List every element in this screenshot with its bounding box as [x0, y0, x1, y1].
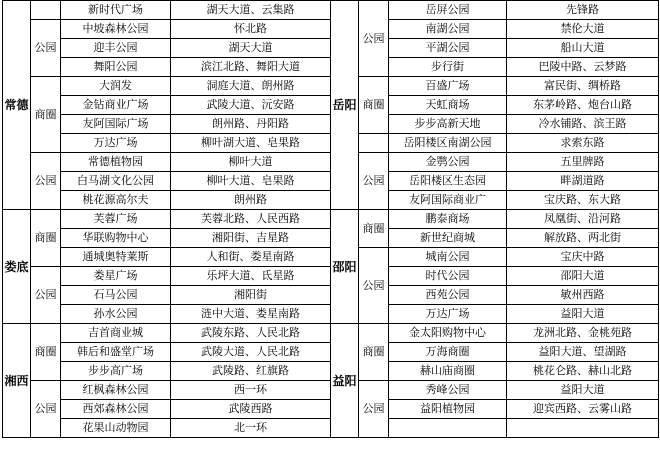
- left-place-address: 武陵大道、人民北路: [171, 343, 331, 362]
- right-place-address: 宝庆中路: [507, 248, 659, 267]
- left-place-name: 步步高广场: [61, 362, 171, 381]
- left-place-name: 孙水公园: [61, 305, 171, 324]
- left-category-label: [31, 1, 61, 20]
- left-place-name: 通城奥特莱斯: [61, 248, 171, 267]
- right-region-label: 益阳: [331, 324, 359, 438]
- left-place-name: 新时代广场: [61, 1, 171, 20]
- right-place-address: 益阳大道: [507, 305, 659, 324]
- left-region-label: 娄底: [3, 210, 31, 324]
- right-place-address: [507, 419, 659, 438]
- right-place-address: 迎宾西路、云雾山路: [507, 400, 659, 419]
- table-row: [3, 1, 659, 20]
- left-place-address: 洞庭大道、朗州路: [171, 77, 331, 96]
- right-region-label: 岳阳: [331, 1, 359, 210]
- right-place-address: 五里牌路: [507, 153, 659, 172]
- left-place-name: 大润发: [61, 77, 171, 96]
- right-place-name: 步行街: [389, 58, 507, 77]
- right-place-address: 邵阳大道: [507, 267, 659, 286]
- left-place-name: 娄星广场: [61, 267, 171, 286]
- right-category-label: 商圈: [359, 210, 389, 248]
- right-place-name: 赫山庙商圈: [389, 362, 507, 381]
- left-category-label: 商圈: [31, 77, 61, 153]
- left-region-label: 湘西: [3, 324, 31, 438]
- left-place-name: 迎丰公园: [61, 39, 171, 58]
- right-place-name: 秀峰公园: [389, 381, 507, 400]
- right-place-address: 凤凰街、沿河路: [507, 210, 659, 229]
- right-place-name: 天虹商场: [389, 96, 507, 115]
- right-place-address: 东茅岭路、炮台山路: [507, 96, 659, 115]
- left-place-address: 武陵大道、沅安路: [171, 96, 331, 115]
- right-category-label: 商圈: [359, 324, 389, 381]
- left-place-name: 舞阳公园: [61, 58, 171, 77]
- left-place-name: 花果山动物园: [61, 419, 171, 438]
- left-place-address: 涟中大道、娄星南路: [171, 305, 331, 324]
- right-place-name: 万达广场: [389, 305, 507, 324]
- right-place-name: 益阳植物园: [389, 400, 507, 419]
- right-place-name: 新世纪商城: [389, 229, 507, 248]
- left-place-name: 红枫森林公园: [61, 381, 171, 400]
- left-place-address: 北一环: [171, 419, 331, 438]
- left-place-name: 芙蓉广场: [61, 210, 171, 229]
- left-place-name: 万达广场: [61, 134, 171, 153]
- right-place-address: 巴陵中路、云梦路: [507, 58, 659, 77]
- right-place-name: 金鹗公园: [389, 153, 507, 172]
- right-place-address: 龙洲北路、金桃苑路: [507, 324, 659, 343]
- left-place-name: 石马公园: [61, 286, 171, 305]
- right-category-label: 公园: [359, 248, 389, 324]
- left-category-label: 公园: [31, 381, 61, 438]
- right-place-name: 岳阳楼区南湖公园: [389, 134, 507, 153]
- left-place-address: 人和街、娄星南路: [171, 248, 331, 267]
- right-place-address: 宝庆路、东大路: [507, 191, 659, 210]
- right-place-address: 益阳大道、望湖路: [507, 343, 659, 362]
- left-place-name: 白马湖文化公园: [61, 172, 171, 191]
- left-place-address: 滨江北路、舞阳大道: [171, 58, 331, 77]
- right-place-name: 百盛广场: [389, 77, 507, 96]
- left-place-address: 武陵东路、人民北路: [171, 324, 331, 343]
- right-category-label: 商圈: [359, 77, 389, 134]
- location-table: [2, 0, 659, 438]
- left-place-address: 柳叶大道、皂果路: [171, 172, 331, 191]
- left-place-name: 中坡森林公园: [61, 20, 171, 39]
- left-place-address: 乐坪大道、氐星路: [171, 267, 331, 286]
- right-place-name: 步步高新天地: [389, 115, 507, 134]
- right-place-address: 船山大道: [507, 39, 659, 58]
- right-place-address: 求索东路: [507, 134, 659, 153]
- left-place-name: 友阿国际广场: [61, 115, 171, 134]
- left-place-address: 武陵路、红旗路: [171, 362, 331, 381]
- right-place-address: 畔湖道路: [507, 172, 659, 191]
- left-place-name: 华联购物中心: [61, 229, 171, 248]
- left-place-address: 怀北路: [171, 20, 331, 39]
- left-place-name: 桃花源高尔夫: [61, 191, 171, 210]
- left-place-address: 西一环: [171, 381, 331, 400]
- table-row: [3, 210, 659, 229]
- left-place-address: 湘阳街: [171, 286, 331, 305]
- left-place-address: 湖天大道: [171, 39, 331, 58]
- left-category-label: 公园: [31, 267, 61, 324]
- left-place-address: 湖天大道、云集路: [171, 1, 331, 20]
- right-place-name: 西苑公园: [389, 286, 507, 305]
- right-place-name: 时代公园: [389, 267, 507, 286]
- right-category-label: 公园: [359, 381, 389, 438]
- left-category-label: 公园: [31, 153, 61, 210]
- right-category-label: [359, 134, 389, 153]
- left-place-address: 武陵西路: [171, 400, 331, 419]
- right-place-name: 岳屏公园: [389, 1, 507, 20]
- right-place-address: 敏州西路: [507, 286, 659, 305]
- right-place-name: 鹏泰商场: [389, 210, 507, 229]
- right-place-name: 岳阳楼区生态园: [389, 172, 507, 191]
- left-place-address: 柳叶湖大道、皂果路: [171, 134, 331, 153]
- right-place-address: 冷水铺路、滨王路: [507, 115, 659, 134]
- left-category-label: 商圈: [31, 324, 61, 381]
- right-category-label: 公园: [359, 153, 389, 210]
- right-place-name: [389, 419, 507, 438]
- left-place-address: 朗州路: [171, 191, 331, 210]
- right-place-name: 万海商圈: [389, 343, 507, 362]
- right-place-address: 禁伦大道: [507, 20, 659, 39]
- right-place-name: 南湖公园: [389, 20, 507, 39]
- right-place-name: 友阿国际商业广: [389, 191, 507, 210]
- left-place-name: 吉首商业城: [61, 324, 171, 343]
- right-category-label: 公园: [359, 1, 389, 77]
- right-place-address: 先锋路: [507, 1, 659, 20]
- right-place-name: 城南公园: [389, 248, 507, 267]
- left-place-address: 湘阳街、吉星路: [171, 229, 331, 248]
- left-category-label: 商圈: [31, 210, 61, 267]
- left-place-address: 芙蓉北路、人民西路: [171, 210, 331, 229]
- right-region-label: 邵阳: [331, 210, 359, 324]
- right-place-name: 平湖公园: [389, 39, 507, 58]
- right-place-address: 富民街、绸桥路: [507, 77, 659, 96]
- right-place-address: 桃花仑路、赫山北路: [507, 362, 659, 381]
- left-place-name: 韩后和盛堂广场: [61, 343, 171, 362]
- left-category-label: 公园: [31, 20, 61, 77]
- right-place-address: 解放路、两北街: [507, 229, 659, 248]
- right-place-name: 金太阳购物中心: [389, 324, 507, 343]
- right-place-address: 益阳大道: [507, 381, 659, 400]
- table-row: [3, 324, 659, 343]
- left-region-label: 常德: [3, 1, 31, 210]
- left-place-name: 金钻商业广场: [61, 96, 171, 115]
- left-place-address: 朗州路、丹阳路: [171, 115, 331, 134]
- left-place-address: 柳叶大道: [171, 153, 331, 172]
- left-place-name: 常德植物园: [61, 153, 171, 172]
- left-place-name: 西郊森林公园: [61, 400, 171, 419]
